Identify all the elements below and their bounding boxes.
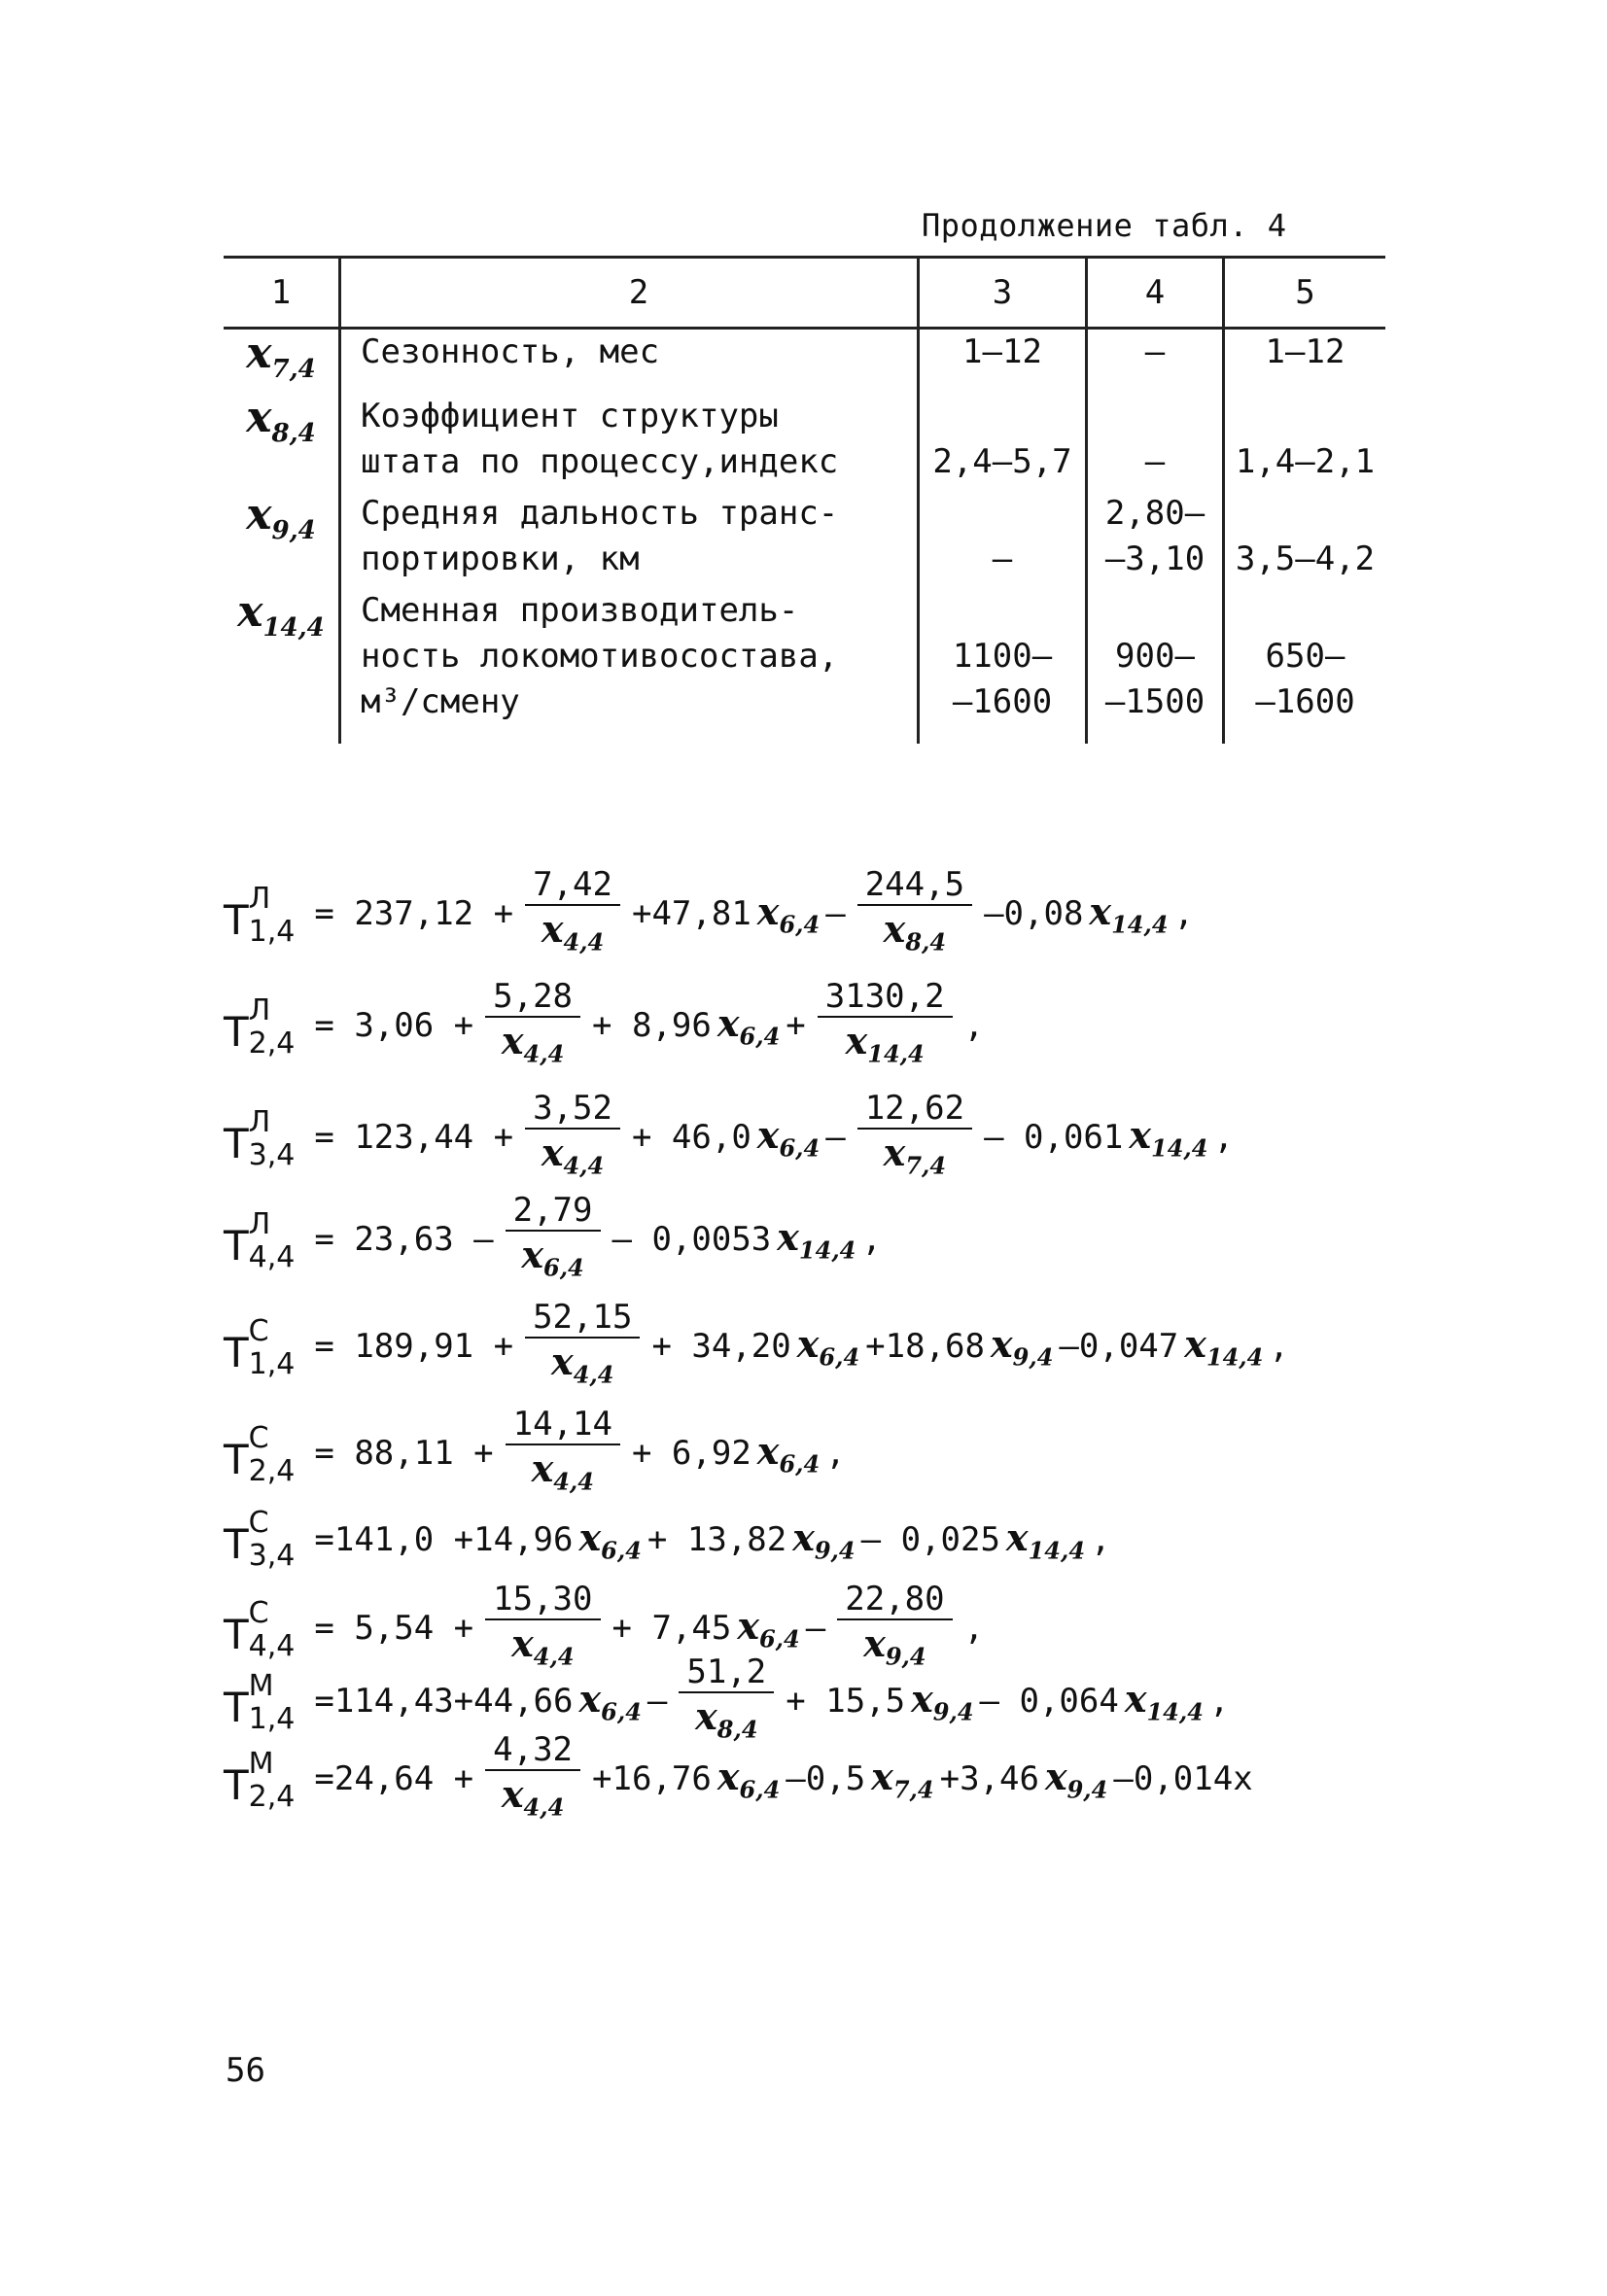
formula-variable-subscript: 14,4 bbox=[1028, 1536, 1086, 1565]
formula-variable-subscript: 9,4 bbox=[814, 1536, 856, 1565]
formula-superscript: С bbox=[248, 1595, 269, 1630]
formula-text: – 0,061 bbox=[984, 1118, 1124, 1158]
fraction-numerator: 244,5 bbox=[857, 865, 972, 906]
table-header-row bbox=[224, 258, 1385, 329]
table-row bbox=[224, 394, 1385, 491]
value-line: 1–12 bbox=[962, 332, 1042, 371]
formula-symbol-t: T bbox=[224, 1328, 249, 1376]
formula-variable: $x_{9,4}$ bbox=[792, 1514, 856, 1565]
fraction-numerator: 3130,2 bbox=[818, 977, 953, 1018]
fraction-denominator: $x_{6,4}$ bbox=[521, 1233, 584, 1282]
value-wrap bbox=[920, 491, 1085, 582]
description-cell bbox=[340, 394, 919, 491]
formula-superscript: С bbox=[248, 1420, 269, 1455]
formula-variable-subscript: 6,4 bbox=[779, 910, 821, 939]
formula-lhs bbox=[224, 1315, 295, 1381]
formula-text: =141,0 +14,96 bbox=[314, 1519, 574, 1559]
fraction-denominator: $x_{8,4}$ bbox=[883, 907, 947, 957]
formula-variable-subscript: 6,4 bbox=[758, 1624, 800, 1653]
formula-text: , bbox=[1269, 1327, 1289, 1367]
value-col-5 bbox=[1224, 394, 1386, 491]
formula-superscript: С bbox=[248, 1313, 269, 1348]
formula-indices bbox=[249, 1748, 296, 1814]
formula-symbol-t: T bbox=[224, 895, 249, 944]
value-line: 2,80– bbox=[1104, 493, 1205, 533]
fraction-denominator-subscript: 4,4 bbox=[523, 1792, 565, 1822]
col-header-3: 3 bbox=[919, 258, 1087, 329]
formula-text: – 0,064 bbox=[979, 1682, 1119, 1722]
variable-cell bbox=[224, 329, 340, 394]
value-col-3 bbox=[919, 394, 1087, 491]
fraction-denominator-subscript: 7,4 bbox=[905, 1151, 947, 1180]
variable-cell bbox=[224, 588, 340, 744]
formula-text: – bbox=[825, 1118, 846, 1158]
formula-expression bbox=[308, 1298, 1294, 1399]
fraction-denominator-subscript: 9,4 bbox=[885, 1642, 926, 1671]
description-line: штата по процессу,индекс bbox=[361, 441, 839, 481]
variable-symbol bbox=[237, 586, 325, 643]
fraction-numerator: 52,15 bbox=[525, 1298, 640, 1339]
formula-fraction bbox=[818, 977, 953, 1078]
col-header-1: 1 bbox=[224, 258, 340, 329]
value-line: –1600 bbox=[952, 681, 1053, 721]
fraction-denominator-subscript: 8,4 bbox=[716, 1715, 758, 1744]
formula-text: , bbox=[1213, 1118, 1234, 1158]
spacer bbox=[920, 491, 1085, 537]
formula-text: =114,43+44,66 bbox=[314, 1682, 574, 1722]
fraction-denominator: $x_{4,4}$ bbox=[501, 1772, 565, 1822]
spacer bbox=[1225, 491, 1385, 537]
formula-text: + 7,45 bbox=[611, 1609, 732, 1649]
value-wrap bbox=[1225, 394, 1385, 485]
value-line: – bbox=[992, 539, 1013, 578]
formula-variable: $x_{14,4}$ bbox=[1184, 1322, 1264, 1372]
formula-fraction bbox=[506, 1191, 601, 1292]
formula-subscript: 3,4 bbox=[248, 1137, 296, 1172]
formula-expression bbox=[308, 977, 990, 1078]
formula-subscript: 3,4 bbox=[248, 1539, 296, 1573]
formula-superscript: Л bbox=[248, 1206, 271, 1241]
formula-text: –0,014x bbox=[1113, 1759, 1253, 1799]
spacer bbox=[1225, 394, 1385, 439]
table-caption: Продолжение табл. 4 bbox=[922, 207, 1287, 244]
formula-fraction bbox=[857, 865, 972, 966]
formula-text: = 23,63 – bbox=[314, 1220, 494, 1260]
fraction-denominator-subscript: 4,4 bbox=[533, 1642, 575, 1671]
value-line: 900– bbox=[1115, 636, 1195, 676]
formula-lhs bbox=[224, 1748, 295, 1814]
formula-lhs bbox=[224, 883, 295, 949]
fraction-denominator-subscript: 8,4 bbox=[905, 927, 947, 957]
formula-subscript: 1,4 bbox=[248, 914, 296, 949]
value-line: – bbox=[1144, 441, 1166, 481]
formula-text: , bbox=[963, 1006, 985, 1046]
formula-text: +16,76 bbox=[592, 1759, 712, 1799]
formula-variable-subscript: 6,4 bbox=[601, 1697, 642, 1726]
variable-letter: x bbox=[237, 586, 263, 637]
formula-variable-subscript: 9,4 bbox=[1066, 1775, 1108, 1804]
formula-lhs bbox=[224, 1422, 295, 1488]
fraction-numerator: 7,42 bbox=[525, 865, 620, 906]
formula bbox=[224, 1089, 1240, 1190]
formula-text: –0,5 bbox=[786, 1759, 866, 1799]
formula-subscript: 2,4 bbox=[248, 1026, 296, 1061]
formula-text: +47,81 bbox=[631, 894, 751, 934]
value-line: –3,10 bbox=[1104, 539, 1205, 578]
formula-text: = 88,11 + bbox=[314, 1434, 494, 1474]
formula-variable: $x_{9,4}$ bbox=[911, 1677, 974, 1726]
variable-symbol bbox=[246, 489, 316, 545]
formula-superscript: Л bbox=[248, 992, 271, 1027]
value-col-3 bbox=[919, 588, 1087, 744]
fraction-numerator: 14,14 bbox=[506, 1405, 620, 1445]
fraction-numerator: 12,62 bbox=[857, 1089, 972, 1130]
formula-variable-subscript: 6,4 bbox=[779, 1449, 821, 1478]
formula-subscript: 4,4 bbox=[248, 1239, 296, 1274]
fraction-denominator: $x_{4,4}$ bbox=[541, 907, 605, 957]
formula-superscript: М bbox=[248, 1746, 274, 1781]
coefficient-table bbox=[224, 256, 1385, 744]
formula-symbol-t: T bbox=[224, 1610, 249, 1658]
fraction-denominator: $x_{9,4}$ bbox=[863, 1621, 926, 1671]
formula-text: –0,047 bbox=[1059, 1327, 1179, 1367]
description-line: м³/смену bbox=[361, 681, 520, 721]
fraction-numerator: 51,2 bbox=[679, 1652, 774, 1693]
formula-superscript: М bbox=[248, 1668, 274, 1703]
formula-variable-subscript: 6,4 bbox=[819, 1342, 860, 1372]
formula bbox=[224, 977, 990, 1078]
value-line: 1–12 bbox=[1265, 332, 1345, 371]
value-line: –1600 bbox=[1255, 681, 1355, 721]
value-col-4 bbox=[1087, 394, 1224, 491]
formula-text: =24,64 + bbox=[314, 1759, 474, 1799]
formula-subscript: 1,4 bbox=[248, 1346, 296, 1381]
formula-text: = 237,12 + bbox=[314, 894, 514, 934]
formula-text: – 0,0053 bbox=[611, 1220, 772, 1260]
formula-variable-subscript: 14,4 bbox=[1205, 1342, 1264, 1372]
formula-text: – 0,025 bbox=[860, 1519, 1000, 1559]
formula-text: = 3,06 + bbox=[314, 1006, 474, 1046]
table-row bbox=[224, 329, 1385, 394]
fraction-numerator: 3,52 bbox=[525, 1089, 620, 1130]
formula-subscript: 2,4 bbox=[248, 1779, 296, 1814]
formula-variable: $x_{6,4}$ bbox=[737, 1604, 800, 1653]
spacer bbox=[920, 588, 1085, 634]
formula-variable: $x_{14,4}$ bbox=[1089, 889, 1169, 939]
value-line: 1100– bbox=[952, 636, 1053, 676]
value-col-3 bbox=[919, 491, 1087, 588]
formula-text: – bbox=[646, 1682, 668, 1722]
formula-fraction bbox=[525, 1298, 640, 1399]
formula-text: , bbox=[825, 1434, 846, 1474]
fraction-denominator-subscript: 4,4 bbox=[563, 927, 605, 957]
value-wrap bbox=[1225, 588, 1385, 725]
formula-symbol-t: T bbox=[224, 1435, 249, 1483]
formula-symbol-t: T bbox=[224, 1683, 249, 1731]
formula-variable: $x_{14,4}$ bbox=[777, 1215, 856, 1265]
formula-text: – bbox=[825, 894, 846, 934]
formula-variable-subscript: 6,4 bbox=[739, 1022, 781, 1051]
value-wrap bbox=[1088, 330, 1222, 375]
formula-text: = 123,44 + bbox=[314, 1118, 514, 1158]
variable-cell bbox=[224, 491, 340, 588]
formula-variable: $x_{6,4}$ bbox=[756, 1429, 821, 1478]
formula-text: +3,46 bbox=[939, 1759, 1039, 1799]
variable-subscript: 14,4 bbox=[262, 612, 325, 643]
formula-variable-subscript: 6,4 bbox=[739, 1775, 781, 1804]
value-wrap bbox=[1088, 491, 1222, 582]
variable-subscript: 9,4 bbox=[271, 515, 316, 545]
description-cell bbox=[340, 329, 919, 394]
description-line: портировки, км bbox=[361, 539, 640, 578]
formula-text: , bbox=[861, 1220, 882, 1260]
col-header-4: 4 bbox=[1087, 258, 1224, 329]
value-line: 3,5–4,2 bbox=[1235, 539, 1376, 578]
formula-text: – bbox=[805, 1609, 826, 1649]
col-header-2: 2 bbox=[340, 258, 919, 329]
formula-variable-subscript: 14,4 bbox=[1146, 1697, 1204, 1726]
formula-variable-subscript: 6,4 bbox=[601, 1536, 642, 1565]
formula-text: , bbox=[1091, 1519, 1111, 1559]
formula-indices bbox=[249, 1507, 296, 1573]
formula-variable: $x_{6,4}$ bbox=[578, 1677, 642, 1726]
formula-fraction bbox=[525, 865, 620, 966]
table-body bbox=[224, 329, 1385, 744]
formula-fraction bbox=[485, 977, 580, 1078]
formula-fraction bbox=[506, 1405, 620, 1506]
page-number: 56 bbox=[226, 2051, 265, 2090]
formula-variable-subscript: 14,4 bbox=[798, 1235, 856, 1265]
formula-text: + bbox=[786, 1006, 806, 1046]
variable-subscript: 7,4 bbox=[271, 354, 316, 384]
fraction-denominator: $x_{4,4}$ bbox=[501, 1019, 565, 1068]
fraction-denominator: $x_{7,4}$ bbox=[883, 1131, 947, 1180]
value-col-4 bbox=[1087, 588, 1224, 744]
variable-cell bbox=[224, 394, 340, 491]
formula-text: = 5,54 + bbox=[314, 1609, 474, 1649]
formula-lhs bbox=[224, 1670, 295, 1736]
formula bbox=[224, 1405, 852, 1506]
formula-variable: $x_{14,4}$ bbox=[1124, 1677, 1204, 1726]
formula-indices bbox=[249, 1315, 296, 1381]
formula-variable-subscript: 7,4 bbox=[892, 1775, 934, 1804]
formula bbox=[224, 1507, 1117, 1573]
value-line: 2,4–5,7 bbox=[932, 441, 1072, 481]
formula-indices bbox=[249, 1422, 296, 1488]
formula-variable: $x_{6,4}$ bbox=[716, 1755, 781, 1804]
variable-symbol bbox=[246, 329, 316, 384]
fraction-denominator: $x_{14,4}$ bbox=[845, 1019, 925, 1068]
formula-variable: $x_{6,4}$ bbox=[716, 1001, 781, 1051]
value-wrap bbox=[920, 394, 1085, 485]
fraction-denominator: $x_{4,4}$ bbox=[511, 1621, 575, 1671]
formula-superscript: С bbox=[248, 1506, 269, 1540]
formula-text: , bbox=[1208, 1682, 1230, 1722]
formula-symbol-t: T bbox=[224, 1007, 249, 1056]
formula-lhs bbox=[224, 1208, 295, 1274]
variable-letter: x bbox=[246, 489, 272, 539]
formula-text: , bbox=[963, 1609, 985, 1649]
description-line: Сменная производитель- bbox=[361, 590, 799, 630]
formula-indices bbox=[249, 1106, 296, 1172]
formula-variable-subscript: 9,4 bbox=[1012, 1342, 1054, 1372]
formula-subscript: 1,4 bbox=[248, 1701, 296, 1736]
formula bbox=[224, 1191, 888, 1292]
formula-lhs bbox=[224, 1507, 295, 1573]
fraction-denominator-subscript: 6,4 bbox=[543, 1253, 584, 1282]
formula bbox=[224, 1298, 1295, 1399]
formula-fraction bbox=[857, 1089, 972, 1190]
fraction-denominator-subscript: 14,4 bbox=[867, 1039, 925, 1068]
variable-symbol bbox=[246, 392, 316, 448]
fraction-denominator-subscript: 4,4 bbox=[523, 1039, 565, 1068]
formula-variable: $x_{14,4}$ bbox=[1129, 1113, 1208, 1163]
formula-expression bbox=[308, 1405, 851, 1506]
formula-superscript: Л bbox=[248, 1104, 271, 1139]
fraction-denominator: $x_{8,4}$ bbox=[695, 1694, 758, 1744]
formula-variable: $x_{6,4}$ bbox=[756, 889, 821, 939]
formula-text: +18,68 bbox=[865, 1327, 985, 1367]
formula-indices bbox=[249, 994, 296, 1061]
formula-text: , bbox=[1173, 894, 1195, 934]
variable-subscript: 8,4 bbox=[271, 418, 316, 448]
table-row bbox=[224, 588, 1385, 744]
description-line: ность локомотивосостава, bbox=[361, 636, 839, 676]
value-line: –1500 bbox=[1104, 681, 1205, 721]
formula-expression bbox=[308, 865, 1200, 966]
formula-subscript: 4,4 bbox=[248, 1628, 296, 1663]
formula-text: + 15,5 bbox=[786, 1682, 906, 1722]
description-cell bbox=[340, 491, 919, 588]
formula-expression bbox=[308, 1089, 1240, 1190]
formula-variable-subscript: 9,4 bbox=[932, 1697, 974, 1726]
fraction-numerator: 5,28 bbox=[485, 977, 580, 1018]
formula-variable: $x_{6,4}$ bbox=[796, 1322, 860, 1372]
value-col-4 bbox=[1087, 491, 1224, 588]
formula-lhs bbox=[224, 1106, 295, 1172]
formula-indices bbox=[249, 883, 296, 949]
formula-superscript: Л bbox=[248, 881, 271, 916]
fraction-denominator-subscript: 4,4 bbox=[573, 1360, 614, 1389]
formula-text: + 46,0 bbox=[631, 1118, 751, 1158]
formula-fraction bbox=[485, 1730, 580, 1831]
fraction-denominator-subscript: 4,4 bbox=[553, 1467, 594, 1496]
formula-lhs bbox=[224, 994, 295, 1061]
formula-indices bbox=[249, 1208, 296, 1274]
description-cell bbox=[340, 588, 919, 744]
formula-variable: $x_{9,4}$ bbox=[990, 1322, 1054, 1372]
formula-variable: $x_{9,4}$ bbox=[1044, 1755, 1108, 1804]
value-col-3 bbox=[919, 329, 1087, 394]
formula-symbol-t: T bbox=[224, 1119, 249, 1167]
description-line: Коэффициент структуры bbox=[361, 396, 779, 435]
formula-variable-subscript: 14,4 bbox=[1151, 1133, 1208, 1163]
value-col-5 bbox=[1224, 491, 1386, 588]
description-line: Средняя дальность транс- bbox=[361, 493, 839, 533]
formula-symbol-t: T bbox=[224, 1221, 249, 1270]
value-wrap bbox=[920, 588, 1085, 725]
formula-symbol-t: T bbox=[224, 1760, 249, 1809]
formula-text: + 8,96 bbox=[592, 1006, 712, 1046]
formula-expression bbox=[308, 1191, 887, 1292]
formula-text: + 34,20 bbox=[651, 1327, 791, 1367]
formula-symbol-t: T bbox=[224, 1520, 249, 1568]
spacer bbox=[1088, 394, 1222, 439]
value-col-4 bbox=[1087, 329, 1224, 394]
value-line: 1,4–2,1 bbox=[1235, 441, 1376, 481]
formula-indices bbox=[249, 1670, 296, 1736]
spacer bbox=[1088, 588, 1222, 634]
fraction-numerator: 2,79 bbox=[506, 1191, 601, 1232]
col-header-5: 5 bbox=[1224, 258, 1386, 329]
fraction-denominator: $x_{4,4}$ bbox=[541, 1131, 605, 1180]
table-row bbox=[224, 491, 1385, 588]
formula-variable: $x_{6,4}$ bbox=[578, 1514, 642, 1565]
fraction-denominator: $x_{4,4}$ bbox=[551, 1339, 614, 1389]
formula-variable: $x_{7,4}$ bbox=[871, 1755, 934, 1804]
fraction-numerator: 22,80 bbox=[837, 1580, 952, 1620]
variable-letter: x bbox=[246, 329, 272, 378]
fraction-numerator: 15,30 bbox=[485, 1580, 600, 1620]
value-col-5 bbox=[1224, 329, 1386, 394]
formula-variable-subscript: 6,4 bbox=[779, 1133, 821, 1163]
formula-text: = 189,91 + bbox=[314, 1327, 514, 1367]
variable-letter: x bbox=[246, 392, 272, 442]
fraction-numerator: 4,32 bbox=[485, 1730, 580, 1771]
formula bbox=[224, 865, 1200, 966]
formula-expression bbox=[308, 1730, 1258, 1831]
formula bbox=[224, 1730, 1259, 1831]
formula-text: –0,08 bbox=[984, 894, 1084, 934]
formula-fraction bbox=[525, 1089, 620, 1190]
value-wrap bbox=[1088, 394, 1222, 485]
fraction-denominator: $x_{4,4}$ bbox=[531, 1446, 594, 1496]
value-col-5 bbox=[1224, 588, 1386, 744]
value-line: 650– bbox=[1265, 636, 1345, 676]
formula-text: + 6,92 bbox=[631, 1434, 751, 1474]
formula-variable: $x_{6,4}$ bbox=[756, 1113, 821, 1163]
formula-subscript: 2,4 bbox=[248, 1453, 296, 1488]
formula-text: + 13,82 bbox=[646, 1519, 787, 1559]
value-line: – bbox=[1144, 332, 1166, 371]
spacer bbox=[920, 394, 1085, 439]
description-line: Сезонность, мес bbox=[361, 332, 660, 371]
formula-variable-subscript: 14,4 bbox=[1111, 910, 1169, 939]
value-wrap bbox=[1225, 491, 1385, 582]
formula-variable: $x_{14,4}$ bbox=[1005, 1514, 1086, 1565]
value-wrap bbox=[920, 330, 1085, 375]
value-wrap bbox=[1088, 588, 1222, 725]
value-wrap bbox=[1225, 330, 1385, 375]
fraction-denominator-subscript: 4,4 bbox=[563, 1151, 605, 1180]
spacer bbox=[1225, 588, 1385, 634]
formula-expression bbox=[308, 1515, 1116, 1565]
